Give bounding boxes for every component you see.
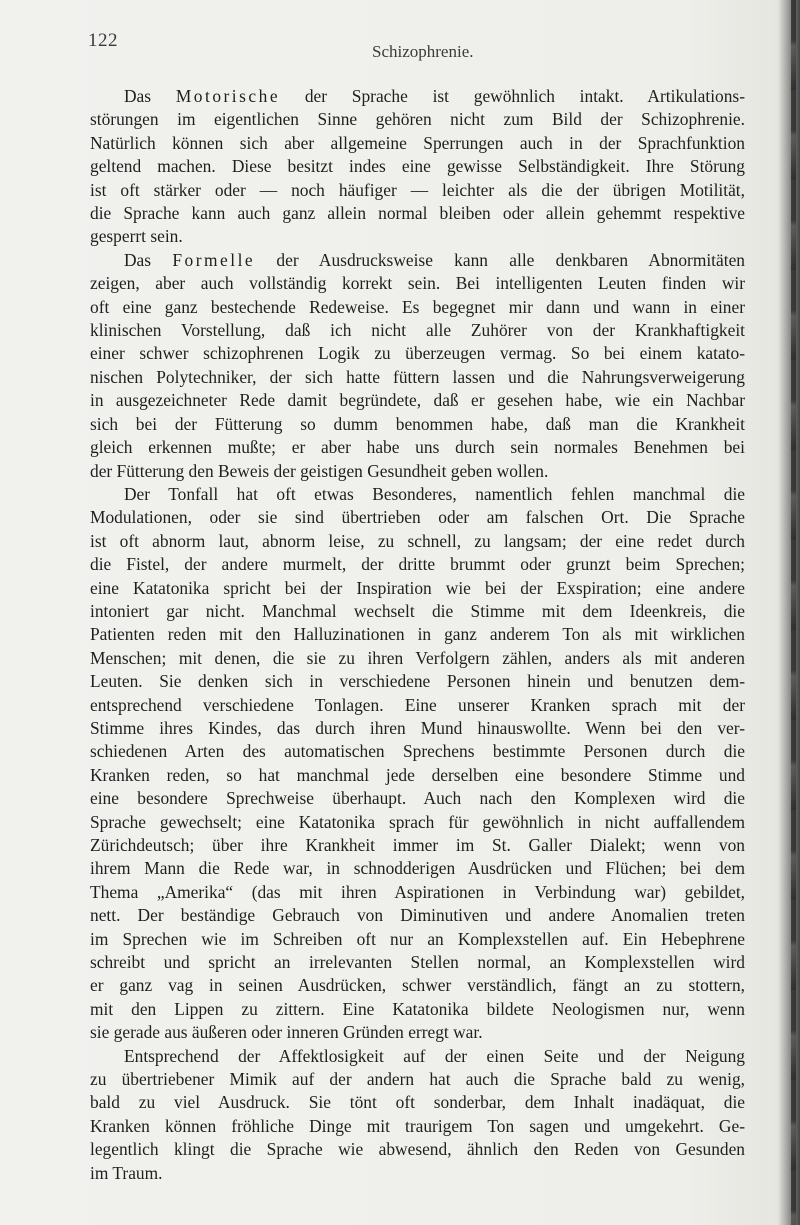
spaced-term: Formelle bbox=[172, 249, 256, 270]
text-line: Zürichdeutsch; über ihre Krankheit immer im St. Galler Dialekt; wenn von bbox=[90, 835, 745, 855]
text-line bbox=[90, 85, 745, 108]
paragraph-formelle bbox=[90, 249, 745, 483]
text-line: schreibt und spricht an irrelevanten Stellen normal, an Komplexstellen wird bbox=[90, 952, 745, 973]
text-line: einer schwer schizophrenen Logik zu überzeugen vermag. So bei einem katato- bbox=[90, 343, 745, 364]
running-title: Schizophrenie. bbox=[372, 42, 474, 61]
page-edge-shadow bbox=[778, 0, 800, 1225]
lead-word: Das bbox=[124, 249, 152, 270]
text-line: geltend machen. Diese besitzt indes eine gewisse Selbständigkeit. Ihre Störung bbox=[90, 156, 745, 177]
text-line bbox=[90, 249, 745, 272]
text-line: Patienten reden mit den Halluzinationen in ganz anderem Ton als mit wirklichen bbox=[90, 624, 745, 645]
spaced-term: Motorische bbox=[175, 86, 281, 106]
line-text: der Ausdrucksweise kann alle denkbaren Abnormitäten bbox=[255, 249, 745, 270]
text-line: eine besondere Sprechweise überhaupt. Auch nach den Komplexen wird die bbox=[90, 788, 745, 809]
text-line: nett. Der beständige Gebrauch von Diminutiven und andere Anomalien treten bbox=[90, 905, 745, 926]
text-line: Kranken können fröhliche Dinge mit traurigem Ton sagen und umgekehrt. Ge- bbox=[90, 1115, 745, 1136]
page-number: 122 bbox=[88, 30, 118, 51]
text-line: Sprache gewechselt; eine Katatonika sprach für gewöhnlich in nicht auffallendem bbox=[90, 811, 745, 832]
text-line: schiedenen Arten des automatischen Sprechens bestimmte Personen durch die bbox=[90, 741, 745, 762]
lead-word: Das bbox=[124, 86, 152, 106]
page-edge-binding bbox=[791, 0, 796, 1225]
paragraph-affekt bbox=[90, 1045, 745, 1185]
text-line: mit den Lippen zu zittern. Eine Katatonika bildete Neologismen nur, wenn bbox=[90, 998, 745, 1019]
text-line: Leuten. Sie denken sich in verschiedene Personen hinein und benutzen dem- bbox=[90, 671, 745, 692]
paragraph-tonfall bbox=[90, 483, 745, 1045]
text-line: gesperrt sein. bbox=[90, 226, 183, 247]
text-line: zu übertriebener Mimik auf der andern hat auch die Sprache bald zu wenig, bbox=[90, 1069, 745, 1090]
text-line: ihrem Mann die Rede war, in schnodderigen Ausdrücken und Flüchen; bei dem bbox=[90, 858, 745, 879]
line-text: der Sprache ist gewöhnlich intakt. Artikulations- bbox=[280, 86, 745, 106]
text-line: Entsprechend der Affektlosigkeit auf der einen Seite und der Neigung bbox=[124, 1045, 745, 1066]
text-line: nischen Polytechniker, der sich hatte füttern lassen und die Nahrungsverweigerung bbox=[90, 366, 745, 387]
text-line: entsprechend verschiedene Tonlagen. Eine unserer Kranken sprach mit der bbox=[90, 694, 745, 715]
text-line: oft eine ganz bestechende Redeweise. Es begegnet mir dann und wann in einer bbox=[90, 296, 745, 317]
text-line: im Traum. bbox=[90, 1162, 163, 1183]
text-line: störungen im eigentlichen Sinne gehören nicht zum Bild der Schizophrenie. bbox=[90, 109, 745, 130]
text-line: Modulationen, oder sie sind übertrieben oder am falschen Ort. Die Sprache bbox=[90, 507, 745, 528]
text-line: zeigen, aber auch vollständig korrekt sein. Bei intelligenten Leuten finden wir bbox=[90, 273, 745, 294]
text-line: bald zu viel Ausdruck. Sie tönt oft sonderbar, dem Inhalt inadäquat, die bbox=[90, 1092, 745, 1113]
text-line: eine Katatonika spricht bei der Inspiration wie bei der Exspiration; eine andere bbox=[90, 577, 745, 598]
text-line: ist oft abnorm laut, abnorm leise, zu schnell, zu langsam; der eine redet durch bbox=[90, 530, 745, 551]
text-line: sich bei der Fütterung so dumm benommen habe, daß man die Krankheit bbox=[90, 413, 745, 434]
text-line: Stimme ihres Kindes, das durch ihren Mund hinauswollte. Wenn bei den ver- bbox=[90, 717, 745, 738]
text-line: legentlich klingt die Sprache wie abwesend, ähnlich den Reden von Gesunden bbox=[90, 1139, 745, 1160]
text-line: die Sprache kann auch ganz allein normal bleiben oder allein gehemmt respektive bbox=[90, 203, 745, 224]
text-line: der Fütterung den Beweis der geistigen Gesundheit geben wollen. bbox=[90, 460, 549, 481]
text-line: klinischen Vorstellung, daß ich nicht alle Zuhörer von der Krankhaftigkeit bbox=[90, 320, 745, 341]
text-line: intoniert gar nicht. Manchmal wechselt die Stimme mit dem Ideenkreis, die bbox=[90, 600, 745, 621]
text-line: Thema „Amerika“ (das mit ihren Aspirationen in Verbindung war) gebildet, bbox=[90, 881, 745, 902]
text-line: sie gerade aus äußeren oder inneren Gründen erregt war. bbox=[90, 1022, 483, 1043]
paragraph-motorische bbox=[90, 85, 745, 249]
text-line: Der Tonfall hat oft etwas Besonderes, namentlich fehlen manchmal die bbox=[124, 483, 745, 504]
text-line: in ausgezeichneter Rede damit begründete, daß er gesehen habe, wie ein Nachbar bbox=[90, 390, 745, 411]
text-line: Natürlich können sich aber allgemeine Sperrungen auch in der Sprachfunktion bbox=[90, 132, 745, 153]
body-text bbox=[90, 85, 745, 1185]
text-line: ist oft stärker oder — noch häufiger — leichter als die der übrigen Motilität, bbox=[90, 179, 745, 200]
text-line: Menschen; mit denen, die sie zu ihren Verfolgern zählen, anders als mit anderen bbox=[90, 647, 745, 668]
text-line: gleich erkennen mußte; er aber habe uns durch sein normales Benehmen bei bbox=[90, 437, 745, 458]
text-line: er ganz vag in seinen Ausdrücken, schwer verständlich, fängt an zu stottern, bbox=[90, 975, 745, 996]
text-line: Kranken reden, so hat manchmal jede derselben eine besondere Stimme und bbox=[90, 764, 745, 785]
text-line: die Fistel, der andere murmelt, der dritte brummt oder grunzt beim Sprechen; bbox=[90, 554, 745, 575]
text-line: im Sprechen wie im Schreiben oft nur an Komplexstellen auf. Ein Hebephrene bbox=[90, 928, 745, 949]
